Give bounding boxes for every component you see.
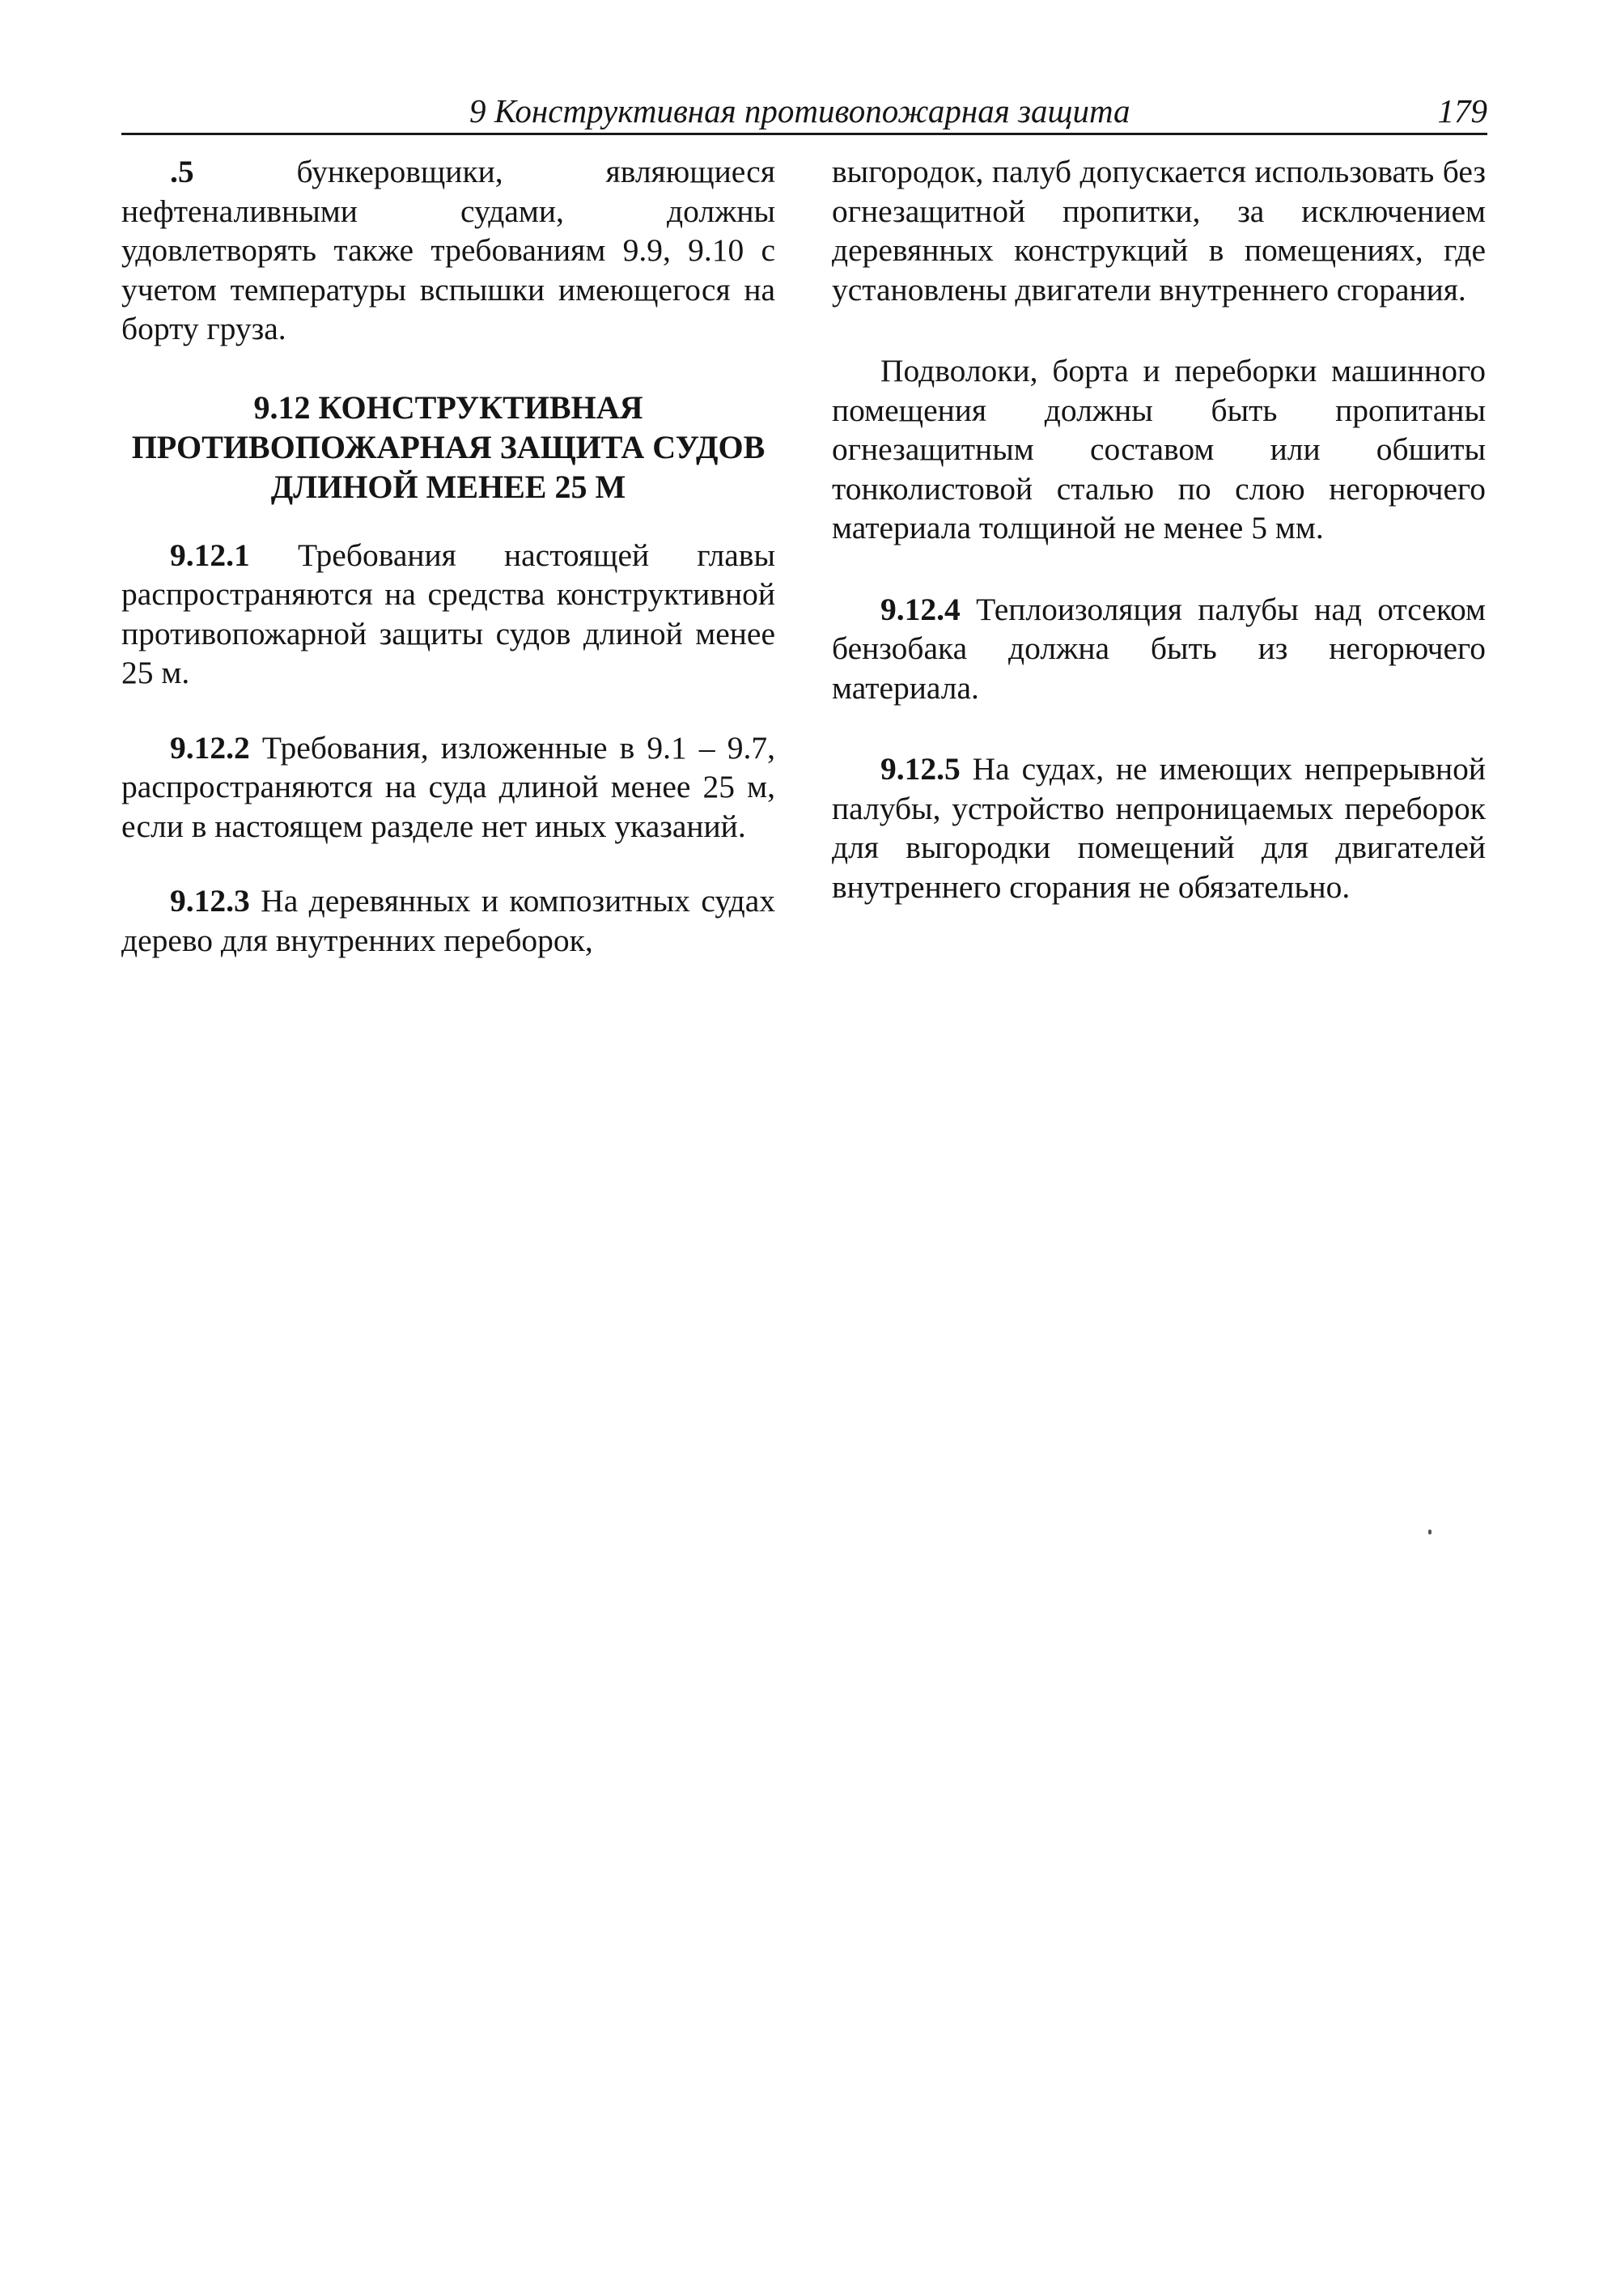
running-title: 9 Конструктивная противопожарная защита xyxy=(469,92,1130,129)
paragraph-9-12-3-continued xyxy=(832,152,1486,309)
header-rule xyxy=(121,133,1487,135)
paragraph-9-12-5 xyxy=(832,749,1486,906)
paragraph-9-12-4 xyxy=(832,590,1486,708)
paragraph-text: На деревянных и композитных судах дерево для внутренних переборок, xyxy=(121,883,775,958)
paragraph-text: На судах, не имеющих непрерывной палубы, устройство непроницаемых переборок для выгородки помещений для двигателей внутреннего сгорания не обязательно. xyxy=(832,751,1486,905)
item-number: .5 xyxy=(170,154,194,189)
clause-number: 9.12.3 xyxy=(170,883,250,919)
paragraph-text: Теплоизоляция палубы над отсеком бензобака должна быть из негорючего материала. xyxy=(832,591,1486,706)
paragraph-text: Подволоки, борта и переборки машинного помещения должны быть пропитаны огнезащитным составом или обшиты тонколистовой сталью по слою негорючего материала толщиной не менее 5 мм. xyxy=(832,353,1486,545)
section-heading: 9.12 КОНСТРУКТИВНАЯ ПРОТИВОПОЖАРНАЯ ЗАЩИТА СУДОВ ДЛИНОЙ МЕНЕЕ 25 М xyxy=(131,388,766,505)
clause-number: 9.12.1 xyxy=(170,537,250,573)
paragraph-text: бункеровщики, являющиеся нефтеналивными судами, должны удовлетворять также требованиям 9.9, 9.10 с учетом температуры вспышки имеющегося на борту груза. xyxy=(121,154,775,346)
clause-number: 9.12.4 xyxy=(880,591,961,627)
paragraph-9-12-1 xyxy=(121,536,775,693)
paragraph-9-12-3 xyxy=(121,881,775,960)
paragraph-overheads xyxy=(832,351,1486,548)
right-column xyxy=(832,152,1486,906)
paragraph-item-5 xyxy=(121,152,775,349)
clause-number: 9.12.2 xyxy=(170,729,250,766)
paragraph-text: выгородок, палуб допускается использовать без огнезащитной пропитки, за исключением деревянных конструкций в помещениях, где установлены двигатели внутреннего сгорания. xyxy=(832,154,1486,308)
paragraph-text: Требования, изложенные в 9.1 – 9.7, распространяются на суда длиной менее 25 м, если в настоящем разделе нет иных указаний. xyxy=(121,729,775,844)
scan-speck xyxy=(1428,1530,1431,1534)
paragraph-9-12-2 xyxy=(121,728,775,847)
clause-number: 9.12.5 xyxy=(880,751,961,787)
running-header xyxy=(121,87,1487,136)
paragraph-text: Требования настоящей главы распространяются на средства конструктивной противопожарной защиты судов длиной менее 25 м. xyxy=(121,537,775,690)
page-number: 179 xyxy=(1437,92,1487,129)
left-column xyxy=(121,152,775,960)
